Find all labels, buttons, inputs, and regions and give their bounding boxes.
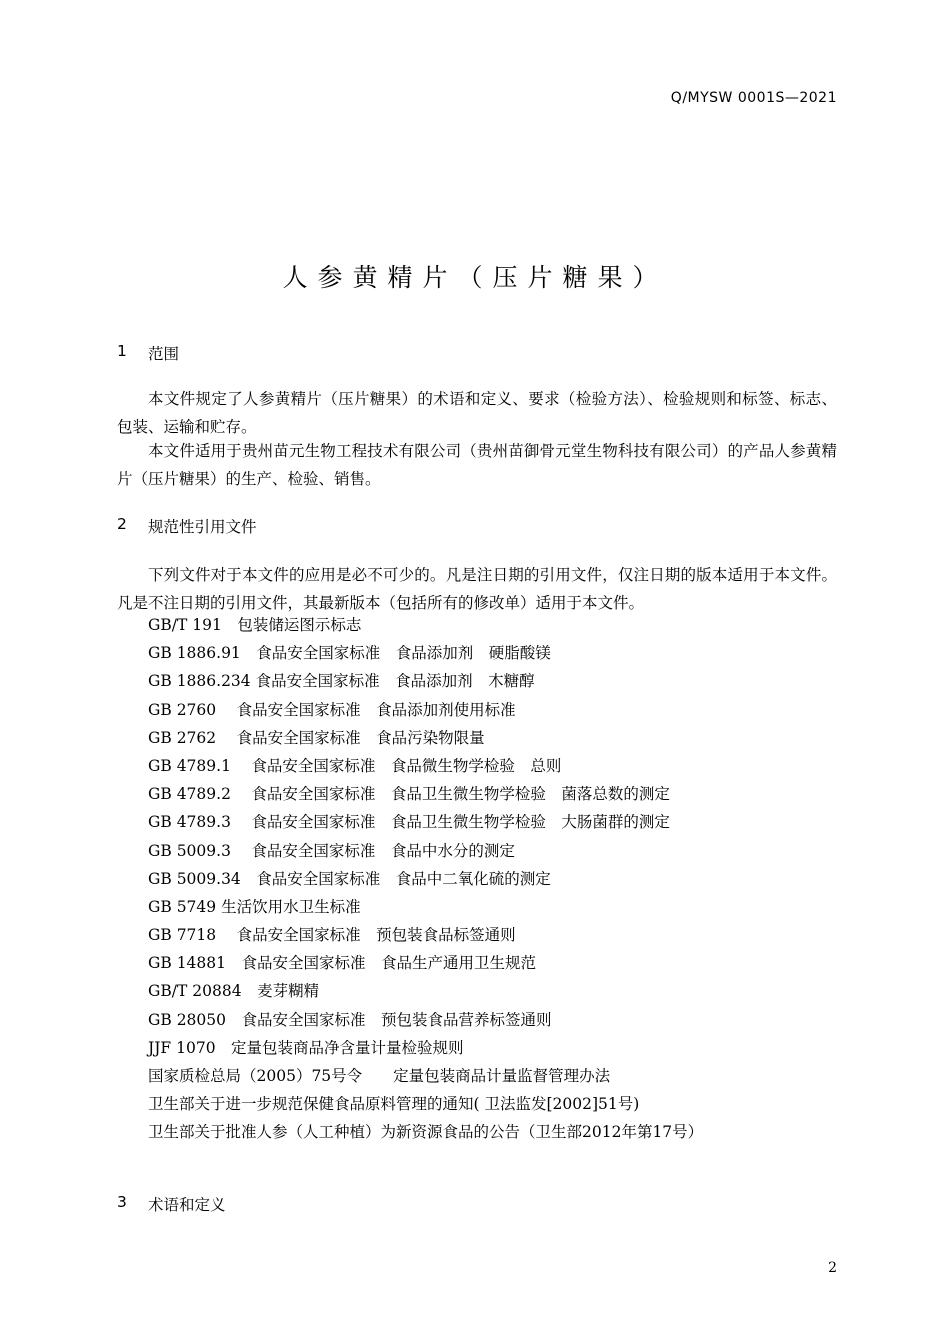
section-number: 1 xyxy=(117,342,127,360)
reference-item: GB 4789.3 食品安全国家标准 食品卫生微生物学检验 大肠菌群的测定 xyxy=(148,813,670,832)
section-title: 术语和定义 xyxy=(148,1196,226,1214)
section-heading-terms xyxy=(117,1193,226,1215)
reference-item: GB 1886.234 食品安全国家标准 食品添加剂 木糖醇 xyxy=(148,672,535,691)
section-number: 2 xyxy=(117,515,127,533)
reference-item: GB 28050 食品安全国家标准 预包装食品营养标签通则 xyxy=(148,1010,552,1029)
reference-item: GB 1886.91 食品安全国家标准 食品添加剂 硬脂酸镁 xyxy=(148,644,551,663)
section-heading-references xyxy=(117,515,257,537)
reference-item: GB 14881 食品安全国家标准 食品生产通用卫生规范 xyxy=(148,954,537,973)
reference-item: GB 2762 食品安全国家标准 食品污染物限量 xyxy=(148,728,485,747)
section-title: 规范性引用文件 xyxy=(148,518,257,536)
reference-item: 国家质检总局（2005）75号令 定量包装商品计量监督管理办法 xyxy=(148,1067,611,1085)
section-heading-scope xyxy=(117,342,179,364)
reference-item: 卫生部关于进一步规范保健食品原料管理的通知( 卫法监发[2002]51号) xyxy=(148,1095,640,1114)
reference-item: GB 4789.2 食品安全国家标准 食品卫生微生物学检验 菌落总数的测定 xyxy=(148,785,670,804)
reference-item: 卫生部关于批准人参（人工种植）为新资源食品的公告（卫生部2012年第17号） xyxy=(148,1123,704,1142)
reference-item: JJF 1070 定量包装商品净含量计量检验规则 xyxy=(148,1038,464,1057)
scope-paragraph-2: 本文件适用于贵州苗元生物工程技术有限公司（贵州苗御骨元堂生物科技有限公司）的产品人参黄精片（压片糖果）的生产、检验、销售。 xyxy=(117,442,837,488)
reference-list xyxy=(148,611,703,1147)
scope-paragraph-1: 本文件规定了人参黄精片（压片糖果）的术语和定义、要求（检验方法）、检验规则和标签、标志、包装、运输和贮存。 xyxy=(117,390,837,436)
reference-item: GB 5749 生活饮用水卫生标准 xyxy=(148,897,361,916)
section-number: 3 xyxy=(117,1193,127,1211)
reference-item: GB/T 191 包装储运图示标志 xyxy=(148,616,362,634)
page-number: 2 xyxy=(828,1260,837,1276)
document-title: 人参黄精片（压片糖果） xyxy=(282,263,668,292)
references-intro: 下列文件对于本文件的应用是必不可少的。凡是注日期的引用文件，仅注日期的版本适用于本文件。凡是不注日期的引用文件，其最新版本（包括所有的修改单）适用于本文件。 xyxy=(117,566,837,612)
section-title: 范围 xyxy=(148,345,180,363)
reference-item: GB 5009.3 食品安全国家标准 食品中水分的测定 xyxy=(148,841,515,860)
document-code: Q/MYSW 0001S—2021 xyxy=(670,90,837,106)
reference-item: GB 5009.34 食品安全国家标准 食品中二氧化硫的测定 xyxy=(148,869,551,888)
reference-item: GB 2760 食品安全国家标准 食品添加剂使用标准 xyxy=(148,700,516,719)
reference-item: GB 4789.1 食品安全国家标准 食品微生物学检验 总则 xyxy=(148,756,562,775)
reference-item: GB 7718 食品安全国家标准 预包装食品标签通则 xyxy=(148,926,516,945)
reference-item: GB/T 20884 麦芽糊精 xyxy=(148,982,320,1001)
